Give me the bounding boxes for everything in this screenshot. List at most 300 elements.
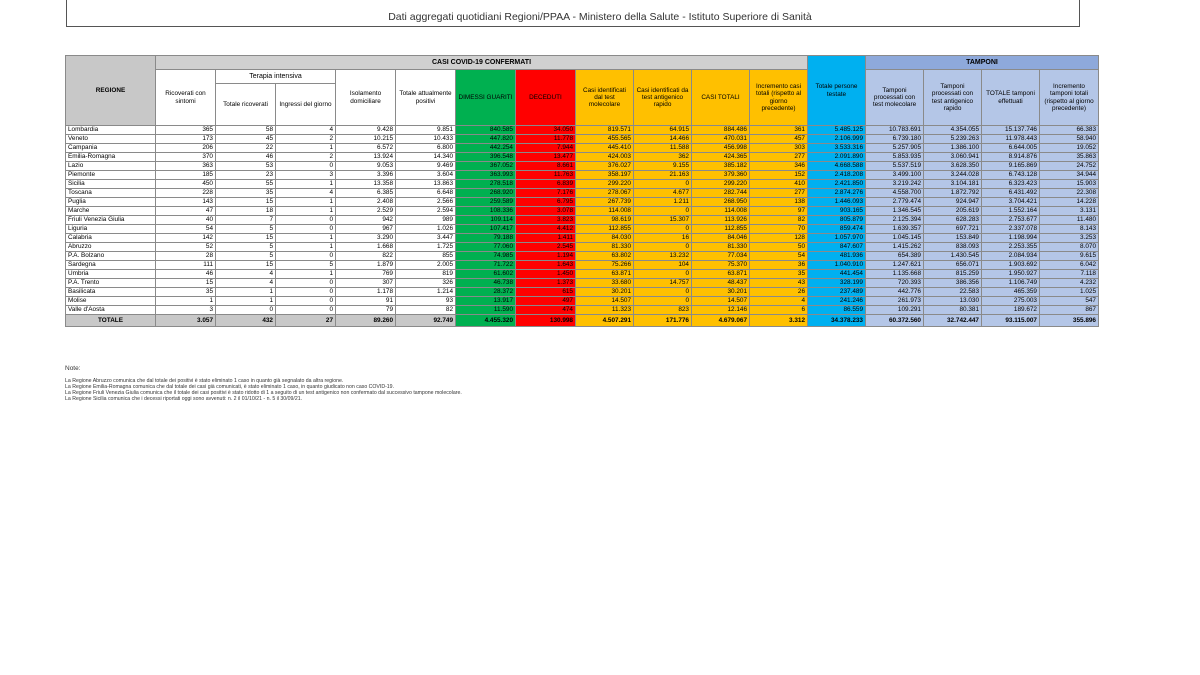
cell-ricoverati: 54 xyxy=(156,225,216,234)
cell-tamponi-incremento: 9.615 xyxy=(1040,252,1099,261)
cell-isolamento: 942 xyxy=(336,216,396,225)
cell-casi-totali: 14.507 xyxy=(692,297,750,306)
cell-persone-testate: 2.091.890 xyxy=(808,153,866,162)
cell-isolamento: 2.408 xyxy=(336,198,396,207)
cell-positivi: 93 xyxy=(396,297,456,306)
cell-incremento: 54 xyxy=(750,252,808,261)
cell-casi-molecolare: 75.266 xyxy=(576,261,634,270)
cell-tamponi-incremento: 355.896 xyxy=(1040,315,1099,327)
table-row xyxy=(66,153,1099,162)
cell-tamponi-totale: 6.431.492 xyxy=(982,189,1040,198)
cell-deceduti: 7.176 xyxy=(516,189,576,198)
cell-casi-antigenico: 14.466 xyxy=(634,135,692,144)
cell-deceduti: 1.373 xyxy=(516,279,576,288)
cell-casi-totali: 63.871 xyxy=(692,270,750,279)
cell-terapia-totale: 5 xyxy=(216,225,276,234)
cell-persone-testate: 2.418.208 xyxy=(808,171,866,180)
col-tamponi-totale: TOTALE tamponi effettuati xyxy=(982,70,1040,126)
cell-tamponi-incremento: 11.480 xyxy=(1040,216,1099,225)
cell-isolamento: 822 xyxy=(336,252,396,261)
cell-casi-molecolare: 278.067 xyxy=(576,189,634,198)
cell-tamponi-antigenico: 656.071 xyxy=(924,261,982,270)
cell-tamponi-totale: 2.253.355 xyxy=(982,243,1040,252)
cell-terapia-totale: 1 xyxy=(216,288,276,297)
cell-region-name: Sicilia xyxy=(66,180,156,189)
cell-region-name: Piemonte xyxy=(66,171,156,180)
table-row xyxy=(66,252,1099,261)
cell-tamponi-incremento: 867 xyxy=(1040,306,1099,315)
cell-terapia-ingressi: 27 xyxy=(276,315,336,327)
table-row xyxy=(66,234,1099,243)
cell-tamponi-antigenico: 386.356 xyxy=(924,279,982,288)
cell-tamponi-molecolare: 5.537.519 xyxy=(866,162,924,171)
cell-casi-antigenico: 4.677 xyxy=(634,189,692,198)
cell-dimessi: 61.602 xyxy=(456,270,516,279)
cell-casi-molecolare: 63.871 xyxy=(576,270,634,279)
cell-terapia-ingressi: 1 xyxy=(276,180,336,189)
col-molecolare: Casi identificati dal test molecolare xyxy=(576,70,634,126)
cell-positivi: 326 xyxy=(396,279,456,288)
col-tamponi-antigenico: Tamponi processati con test antigenico rapido xyxy=(924,70,982,126)
cell-tamponi-molecolare: 109.291 xyxy=(866,306,924,315)
cell-terapia-totale: 7 xyxy=(216,216,276,225)
cell-positivi: 9.469 xyxy=(396,162,456,171)
cell-terapia-ingressi: 4 xyxy=(276,126,336,135)
cell-tamponi-antigenico: 628.283 xyxy=(924,216,982,225)
col-antigenico: Casi identificati da test antigenico rapido xyxy=(634,70,692,126)
cell-region-name: Toscana xyxy=(66,189,156,198)
cell-tamponi-molecolare: 5.853.935 xyxy=(866,153,924,162)
cell-tamponi-antigenico: 13.030 xyxy=(924,297,982,306)
terapia-intensiva-header: Terapia intensiva xyxy=(216,70,336,84)
cell-casi-antigenico: 0 xyxy=(634,225,692,234)
cell-terapia-totale: 35 xyxy=(216,189,276,198)
cell-incremento: 26 xyxy=(750,288,808,297)
tamponi-header: TAMPONI xyxy=(866,56,1099,70)
cell-isolamento: 9.428 xyxy=(336,126,396,135)
cell-isolamento: 3.396 xyxy=(336,171,396,180)
cell-casi-totali: 30.201 xyxy=(692,288,750,297)
cell-tamponi-antigenico: 80.381 xyxy=(924,306,982,315)
cell-dimessi: 109.114 xyxy=(456,216,516,225)
cell-ricoverati: 111 xyxy=(156,261,216,270)
cell-dimessi: 259.589 xyxy=(456,198,516,207)
cell-positivi: 2.594 xyxy=(396,207,456,216)
col-incremento: Incremento casi totali (rispetto al giorno precedente) xyxy=(750,70,808,126)
cell-terapia-ingressi: 1 xyxy=(276,144,336,153)
table-row xyxy=(66,180,1099,189)
cell-casi-molecolare: 98.619 xyxy=(576,216,634,225)
cell-tamponi-incremento: 4.232 xyxy=(1040,279,1099,288)
cell-deceduti: 1.411 xyxy=(516,234,576,243)
cell-dimessi: 74.985 xyxy=(456,252,516,261)
cell-ricoverati: 363 xyxy=(156,162,216,171)
cell-tamponi-molecolare: 3.499.100 xyxy=(866,171,924,180)
cell-dimessi: 107.417 xyxy=(456,225,516,234)
cell-incremento: 3.312 xyxy=(750,315,808,327)
cell-persone-testate: 237.489 xyxy=(808,288,866,297)
cell-persone-testate: 2.874.276 xyxy=(808,189,866,198)
cell-terapia-totale: 45 xyxy=(216,135,276,144)
cell-isolamento: 89.260 xyxy=(336,315,396,327)
cell-persone-testate: 2.106.999 xyxy=(808,135,866,144)
cell-tamponi-molecolare: 2.125.394 xyxy=(866,216,924,225)
cell-isolamento: 9.053 xyxy=(336,162,396,171)
cell-terapia-totale: 22 xyxy=(216,144,276,153)
cell-isolamento: 1.668 xyxy=(336,243,396,252)
table-row xyxy=(66,207,1099,216)
cell-region-name: Campania xyxy=(66,144,156,153)
cell-terapia-ingressi: 0 xyxy=(276,279,336,288)
table-row xyxy=(66,171,1099,180)
cell-ricoverati: 3.057 xyxy=(156,315,216,327)
cell-tamponi-totale: 1.106.749 xyxy=(982,279,1040,288)
cell-tamponi-antigenico: 1.386.100 xyxy=(924,144,982,153)
cell-casi-antigenico: 362 xyxy=(634,153,692,162)
cell-region-name: Veneto xyxy=(66,135,156,144)
cell-casi-antigenico: 0 xyxy=(634,243,692,252)
cell-casi-totali: 456.998 xyxy=(692,144,750,153)
cell-dimessi: 447.820 xyxy=(456,135,516,144)
cell-tamponi-antigenico: 3.060.941 xyxy=(924,153,982,162)
cell-ricoverati: 143 xyxy=(156,198,216,207)
cell-tamponi-totale: 9.165.869 xyxy=(982,162,1040,171)
cell-isolamento: 1.879 xyxy=(336,261,396,270)
cell-terapia-ingressi: 1 xyxy=(276,270,336,279)
table-row xyxy=(66,225,1099,234)
cell-casi-molecolare: 819.571 xyxy=(576,126,634,135)
col-dimessi: DIMESSI GUARITI xyxy=(456,70,516,126)
cell-region-name: Umbria xyxy=(66,270,156,279)
cell-tamponi-antigenico: 153.849 xyxy=(924,234,982,243)
cell-casi-totali: 48.437 xyxy=(692,279,750,288)
cell-ricoverati: 15 xyxy=(156,279,216,288)
cell-casi-antigenico: 21.163 xyxy=(634,171,692,180)
cell-deceduti: 7.944 xyxy=(516,144,576,153)
cell-tamponi-totale: 15.137.746 xyxy=(982,126,1040,135)
cell-terapia-ingressi: 0 xyxy=(276,225,336,234)
cell-region-name: P.A. Trento xyxy=(66,279,156,288)
cell-positivi: 2.005 xyxy=(396,261,456,270)
cell-positivi: 92.749 xyxy=(396,315,456,327)
cell-casi-molecolare: 358.197 xyxy=(576,171,634,180)
cell-deceduti: 4.412 xyxy=(516,225,576,234)
cell-isolamento: 91 xyxy=(336,297,396,306)
table-row xyxy=(66,288,1099,297)
cell-region-name: Sardegna xyxy=(66,261,156,270)
cell-isolamento: 6.572 xyxy=(336,144,396,153)
cell-casi-antigenico: 16 xyxy=(634,234,692,243)
cell-dimessi: 4.455.320 xyxy=(456,315,516,327)
cell-casi-totali: 112.855 xyxy=(692,225,750,234)
cell-positivi: 3.604 xyxy=(396,171,456,180)
cell-casi-molecolare: 63.802 xyxy=(576,252,634,261)
cell-positivi: 1.026 xyxy=(396,225,456,234)
cell-deceduti: 497 xyxy=(516,297,576,306)
cell-persone-testate: 34.378.233 xyxy=(808,315,866,327)
cell-persone-testate: 2.421.850 xyxy=(808,180,866,189)
cell-casi-totali: 84.046 xyxy=(692,234,750,243)
cell-positivi: 13.863 xyxy=(396,180,456,189)
cell-tamponi-totale: 2.337.078 xyxy=(982,225,1040,234)
cell-region-name: Calabria xyxy=(66,234,156,243)
cell-tamponi-incremento: 8.070 xyxy=(1040,243,1099,252)
cell-tamponi-antigenico: 3.104.181 xyxy=(924,180,982,189)
cell-tamponi-incremento: 3.253 xyxy=(1040,234,1099,243)
cell-isolamento: 13.924 xyxy=(336,153,396,162)
col-ricoverati: Ricoverati con sintomi xyxy=(156,70,216,126)
cell-tamponi-molecolare: 654.389 xyxy=(866,252,924,261)
cell-tamponi-totale: 465.359 xyxy=(982,288,1040,297)
cell-tamponi-molecolare: 1.346.545 xyxy=(866,207,924,216)
cell-region-name: Molise xyxy=(66,297,156,306)
cell-casi-molecolare: 445.410 xyxy=(576,144,634,153)
cell-deceduti: 1.450 xyxy=(516,270,576,279)
cell-incremento: 277 xyxy=(750,153,808,162)
cell-incremento: 70 xyxy=(750,225,808,234)
cell-casi-totali: 4.679.067 xyxy=(692,315,750,327)
cell-casi-totali: 884.486 xyxy=(692,126,750,135)
cell-region-name: TOTALE xyxy=(66,315,156,327)
col-terapia-totale: Totale ricoverati xyxy=(216,84,276,126)
notes-title: Note: xyxy=(65,365,81,372)
table-row xyxy=(66,198,1099,207)
cell-tamponi-antigenico: 697.721 xyxy=(924,225,982,234)
cell-region-name: Marche xyxy=(66,207,156,216)
cell-casi-totali: 113.926 xyxy=(692,216,750,225)
cell-terapia-totale: 15 xyxy=(216,261,276,270)
cell-casi-molecolare: 4.507.291 xyxy=(576,315,634,327)
cell-tamponi-totale: 11.978.443 xyxy=(982,135,1040,144)
table-row xyxy=(66,126,1099,135)
cell-region-name: Puglia xyxy=(66,198,156,207)
table-row xyxy=(66,297,1099,306)
cell-incremento: 97 xyxy=(750,207,808,216)
cell-incremento: 410 xyxy=(750,180,808,189)
cell-incremento: 346 xyxy=(750,162,808,171)
cell-terapia-ingressi: 1 xyxy=(276,198,336,207)
cell-region-name: Lombardia xyxy=(66,126,156,135)
cell-tamponi-molecolare: 5.257.905 xyxy=(866,144,924,153)
table-row xyxy=(66,279,1099,288)
table-row xyxy=(66,162,1099,171)
table-row xyxy=(66,189,1099,198)
cell-isolamento: 769 xyxy=(336,270,396,279)
cell-deceduti: 6.795 xyxy=(516,198,576,207)
cell-terapia-ingressi: 0 xyxy=(276,252,336,261)
cell-tamponi-totale: 2.753.677 xyxy=(982,216,1040,225)
cell-terapia-ingressi: 5 xyxy=(276,261,336,270)
notes-section xyxy=(65,366,665,402)
cell-tamponi-incremento: 58.940 xyxy=(1040,135,1099,144)
cell-tamponi-antigenico: 815.259 xyxy=(924,270,982,279)
cell-dimessi: 367.052 xyxy=(456,162,516,171)
cell-ricoverati: 185 xyxy=(156,171,216,180)
cell-isolamento: 6.385 xyxy=(336,189,396,198)
cell-ricoverati: 370 xyxy=(156,153,216,162)
cell-tamponi-antigenico: 3.628.350 xyxy=(924,162,982,171)
cell-terapia-totale: 5 xyxy=(216,243,276,252)
cell-terapia-ingressi: 0 xyxy=(276,162,336,171)
cell-terapia-totale: 46 xyxy=(216,153,276,162)
cell-dimessi: 396.548 xyxy=(456,153,516,162)
cell-dimessi: 46.738 xyxy=(456,279,516,288)
cell-tamponi-totale: 1.198.994 xyxy=(982,234,1040,243)
cell-casi-totali: 75.370 xyxy=(692,261,750,270)
cell-region-name: Basilicata xyxy=(66,288,156,297)
cell-casi-molecolare: 112.855 xyxy=(576,225,634,234)
cell-casi-antigenico: 0 xyxy=(634,297,692,306)
cell-deceduti: 474 xyxy=(516,306,576,315)
cell-region-name: Emilia-Romagna xyxy=(66,153,156,162)
cell-casi-totali: 77.034 xyxy=(692,252,750,261)
col-isolamento: Isolamento domiciliare xyxy=(336,70,396,126)
cell-tamponi-molecolare: 442.776 xyxy=(866,288,924,297)
cell-persone-testate: 1.057.970 xyxy=(808,234,866,243)
cell-deceduti: 3.078 xyxy=(516,207,576,216)
cell-tamponi-molecolare: 1.135.668 xyxy=(866,270,924,279)
cell-isolamento: 79 xyxy=(336,306,396,315)
cell-isolamento: 2.529 xyxy=(336,207,396,216)
cell-tamponi-antigenico: 1.430.545 xyxy=(924,252,982,261)
cell-persone-testate: 1.446.093 xyxy=(808,198,866,207)
col-deceduti: DECEDUTI xyxy=(516,70,576,126)
cell-tamponi-molecolare: 720.393 xyxy=(866,279,924,288)
cell-persone-testate: 441.454 xyxy=(808,270,866,279)
col-terapia-ingressi: Ingressi del giorno xyxy=(276,84,336,126)
cell-tamponi-molecolare: 1.045.145 xyxy=(866,234,924,243)
cell-tamponi-molecolare: 261.973 xyxy=(866,297,924,306)
cell-persone-testate: 1.040.910 xyxy=(808,261,866,270)
cell-casi-antigenico: 9.155 xyxy=(634,162,692,171)
cell-region-name: Lazio xyxy=(66,162,156,171)
cell-casi-molecolare: 81.330 xyxy=(576,243,634,252)
cell-incremento: 303 xyxy=(750,144,808,153)
cell-incremento: 361 xyxy=(750,126,808,135)
cell-casi-molecolare: 267.739 xyxy=(576,198,634,207)
cell-isolamento: 13.358 xyxy=(336,180,396,189)
cell-casi-antigenico: 0 xyxy=(634,288,692,297)
cell-tamponi-antigenico: 924.947 xyxy=(924,198,982,207)
cell-tamponi-molecolare: 3.219.242 xyxy=(866,180,924,189)
page-subtitle: Dati aggregati quotidiani Regioni/PPAA - Ministero della Salute - Istituto Superiore di Sanità xyxy=(388,11,812,23)
cell-casi-molecolare: 33.680 xyxy=(576,279,634,288)
table-row xyxy=(66,135,1099,144)
cell-tamponi-incremento: 35.863 xyxy=(1040,153,1099,162)
cell-region-name: P.A. Bolzano xyxy=(66,252,156,261)
col-persone-testate: Totale persone testate xyxy=(808,56,866,126)
cell-tamponi-totale: 3.704.421 xyxy=(982,198,1040,207)
cell-deceduti: 615 xyxy=(516,288,576,297)
cell-tamponi-totale: 1.950.927 xyxy=(982,270,1040,279)
note-line: La Regione Sicilia comunica che i decessi riportati oggi sono avvenuti: n. 2 il 01/10/21 - n. 5 il 30/09/21. xyxy=(65,396,303,402)
cell-casi-totali: 470.031 xyxy=(692,135,750,144)
cell-casi-totali: 282.744 xyxy=(692,189,750,198)
cell-ricoverati: 206 xyxy=(156,144,216,153)
cell-tamponi-molecolare: 1.247.621 xyxy=(866,261,924,270)
table-row xyxy=(66,216,1099,225)
cell-ricoverati: 46 xyxy=(156,270,216,279)
cell-tamponi-antigenico: 22.583 xyxy=(924,288,982,297)
cell-region-name: Abruzzo xyxy=(66,243,156,252)
cell-terapia-totale: 23 xyxy=(216,171,276,180)
cell-incremento: 82 xyxy=(750,216,808,225)
cell-terapia-ingressi: 0 xyxy=(276,288,336,297)
cell-terapia-totale: 0 xyxy=(216,306,276,315)
cell-tamponi-incremento: 1.025 xyxy=(1040,288,1099,297)
cell-tamponi-incremento: 66.383 xyxy=(1040,126,1099,135)
cell-incremento: 50 xyxy=(750,243,808,252)
cell-incremento: 128 xyxy=(750,234,808,243)
cell-casi-totali: 114.008 xyxy=(692,207,750,216)
cell-ricoverati: 365 xyxy=(156,126,216,135)
cell-terapia-ingressi: 2 xyxy=(276,153,336,162)
cell-tamponi-incremento: 22.308 xyxy=(1040,189,1099,198)
cell-persone-testate: 847.607 xyxy=(808,243,866,252)
cell-casi-antigenico: 0 xyxy=(634,180,692,189)
cell-terapia-totale: 53 xyxy=(216,162,276,171)
cell-dimessi: 77.060 xyxy=(456,243,516,252)
cell-incremento: 277 xyxy=(750,189,808,198)
cell-tamponi-incremento: 19.052 xyxy=(1040,144,1099,153)
cell-casi-antigenico: 171.776 xyxy=(634,315,692,327)
cell-deceduti: 11.763 xyxy=(516,171,576,180)
note-line: La Regione Emilia-Romagna comunica che dal totale dei casi già comunicati, è stato eliminato 1 caso, in quanto giudicato non caso COVID-19. xyxy=(65,384,395,390)
cell-casi-antigenico: 15.307 xyxy=(634,216,692,225)
cell-isolamento: 3.290 xyxy=(336,234,396,243)
cell-dimessi: 840.585 xyxy=(456,126,516,135)
cell-casi-antigenico: 1.211 xyxy=(634,198,692,207)
cell-persone-testate: 3.533.316 xyxy=(808,144,866,153)
cell-isolamento: 1.178 xyxy=(336,288,396,297)
cell-casi-totali: 379.360 xyxy=(692,171,750,180)
cell-positivi: 6.800 xyxy=(396,144,456,153)
cell-casi-molecolare: 424.003 xyxy=(576,153,634,162)
cell-tamponi-incremento: 14.228 xyxy=(1040,198,1099,207)
cell-tamponi-totale: 8.914.876 xyxy=(982,153,1040,162)
cell-casi-antigenico: 823 xyxy=(634,306,692,315)
col-positivi: Totale attualmente positivi xyxy=(396,70,456,126)
cell-isolamento: 10.215 xyxy=(336,135,396,144)
cell-tamponi-antigenico: 5.239.263 xyxy=(924,135,982,144)
cell-ricoverati: 28 xyxy=(156,252,216,261)
cell-casi-molecolare: 30.201 xyxy=(576,288,634,297)
cell-casi-totali: 12.146 xyxy=(692,306,750,315)
cell-tamponi-totale: 6.323.423 xyxy=(982,180,1040,189)
cell-persone-testate: 328.199 xyxy=(808,279,866,288)
cell-persone-testate: 4.668.588 xyxy=(808,162,866,171)
cell-deceduti: 2.545 xyxy=(516,243,576,252)
cell-tamponi-incremento: 6.042 xyxy=(1040,261,1099,270)
cell-tamponi-molecolare: 6.739.180 xyxy=(866,135,924,144)
cell-positivi: 14.340 xyxy=(396,153,456,162)
cell-terapia-totale: 4 xyxy=(216,270,276,279)
cell-isolamento: 307 xyxy=(336,279,396,288)
cell-ricoverati: 40 xyxy=(156,216,216,225)
cell-dimessi: 442.254 xyxy=(456,144,516,153)
cell-incremento: 152 xyxy=(750,171,808,180)
cell-terapia-totale: 55 xyxy=(216,180,276,189)
cell-dimessi: 108.336 xyxy=(456,207,516,216)
cell-positivi: 989 xyxy=(396,216,456,225)
cell-casi-totali: 268.950 xyxy=(692,198,750,207)
cell-terapia-ingressi: 0 xyxy=(276,306,336,315)
cell-tamponi-molecolare: 60.372.560 xyxy=(866,315,924,327)
table-row xyxy=(66,144,1099,153)
cell-ricoverati: 52 xyxy=(156,243,216,252)
cell-positivi: 855 xyxy=(396,252,456,261)
cell-terapia-ingressi: 1 xyxy=(276,243,336,252)
